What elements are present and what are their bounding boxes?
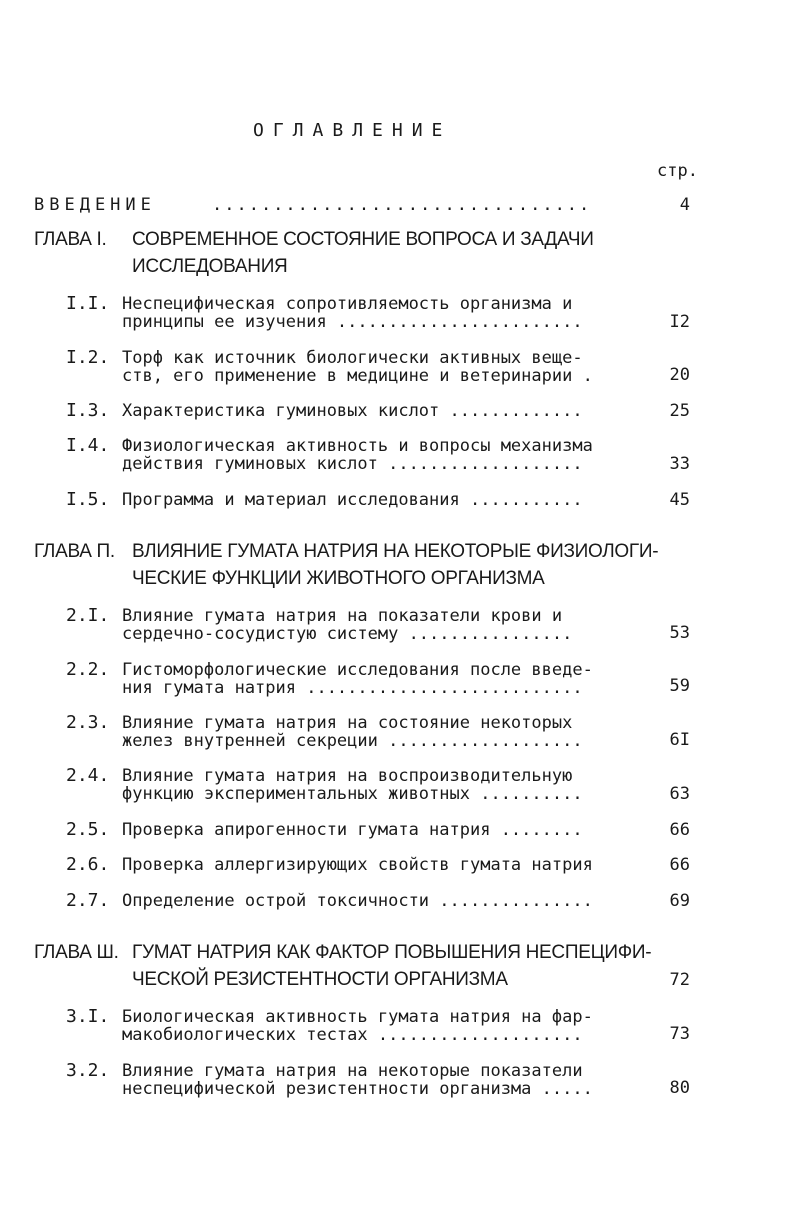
toc-section-number: 2.6. xyxy=(66,854,110,875)
toc-section-number: I.I. xyxy=(66,293,110,314)
toc-section-line[interactable]: Программа и материал исследования ........... xyxy=(122,490,583,510)
toc-section-number: 2.2. xyxy=(66,659,110,680)
toc-chapter-3-title-line-1[interactable]: ГУМАТ НАТРИЯ КАК ФАКТОР ПОВЫШЕНИЯ НЕСПЕЦИФИ- xyxy=(132,942,652,963)
toc-section-line[interactable]: ния гумата натрия ........................... xyxy=(122,678,583,698)
toc-section-line[interactable]: Биологическая активность гумата натрия на фар- xyxy=(122,1007,593,1027)
toc-section-number: 2.4. xyxy=(66,765,110,786)
toc-section-page[interactable]: I2 xyxy=(669,312,690,332)
toc-section-line[interactable]: желез внутренней секреции ................... xyxy=(122,731,583,751)
toc-chapter-1-title-line-1[interactable]: СОВРЕМЕННОЕ СОСТОЯНИЕ ВОПРОСА И ЗАДАЧИ xyxy=(132,229,594,250)
toc-section-line[interactable]: ств, его применение в медицине и ветеринарии . xyxy=(122,366,593,386)
toc-section-page[interactable]: 25 xyxy=(669,401,690,421)
toc-section-page[interactable]: 45 xyxy=(669,490,690,510)
toc-section-page[interactable]: 59 xyxy=(669,676,690,696)
toc-chapter-3-title-line-2[interactable]: ЧЕСКОЙ РЕЗИСТЕНТНОСТИ ОРГАНИЗМА xyxy=(132,969,508,990)
toc-section-line[interactable]: Торф как источник биологически активных веще- xyxy=(122,348,583,368)
toc-section-line[interactable]: Проверка апирогенности гумата натрия ........ xyxy=(122,820,583,840)
page-title: ОГЛАВЛЕНИЕ xyxy=(253,120,452,141)
toc-section-number: 3.I. xyxy=(66,1006,110,1027)
toc-section-line[interactable]: функцию экспериментальных животных .......... xyxy=(122,784,583,804)
toc-chapter-1-title-line-2[interactable]: ИССЛЕДОВАНИЯ xyxy=(132,256,288,277)
toc-section-line[interactable]: Неспецифическая сопротивляемость организма и xyxy=(122,294,573,314)
toc-section-number: 2.5. xyxy=(66,819,110,840)
toc-section-number: I.5. xyxy=(66,489,110,510)
toc-section-number: I.3. xyxy=(66,400,110,421)
page-column-label: стр. xyxy=(657,161,698,181)
toc-section-line[interactable]: Проверка аллергизирующих свойств гумата натрия xyxy=(122,855,593,875)
toc-intro-page[interactable]: 4 xyxy=(679,195,690,215)
toc-section-page[interactable]: 66 xyxy=(669,855,690,875)
toc-section-number: 2.7. xyxy=(66,890,110,911)
toc-chapter-2-title-line-2[interactable]: ЧЕСКИЕ ФУНКЦИИ ЖИВОТНОГО ОРГАНИЗМА xyxy=(132,568,545,589)
toc-section-line[interactable]: действия гуминовых кислот ................... xyxy=(122,454,583,474)
toc-section-line[interactable]: сердечно-сосудистую систему ................ xyxy=(122,624,573,644)
toc-section-page[interactable]: 6I xyxy=(669,730,690,750)
toc-intro-label[interactable]: ВВЕДЕНИЕ xyxy=(34,195,156,215)
toc-section-line[interactable]: Влияние гумата натрия на некоторые показатели xyxy=(122,1061,583,1081)
toc-section-line[interactable]: Влияние гумата натрия на состояние некоторых xyxy=(122,713,573,733)
toc-chapter-2-label[interactable]: ГЛАВА П. xyxy=(34,541,115,562)
toc-section-line[interactable]: неспецифической резистентности организма ..... xyxy=(122,1079,593,1099)
toc-section-number: I.4. xyxy=(66,435,110,456)
toc-chapter-3-page[interactable]: 72 xyxy=(669,970,690,990)
toc-chapter-3-label[interactable]: ГЛАВА Ш. xyxy=(34,942,119,963)
toc-section-page[interactable]: 73 xyxy=(669,1024,690,1044)
toc-section-line[interactable]: Влияние гумата натрия на показатели крови и xyxy=(122,606,563,626)
toc-section-number: 2.3. xyxy=(66,712,110,733)
toc-section-line[interactable]: Характеристика гуминовых кислот ............. xyxy=(122,401,583,421)
toc-section-page[interactable]: 80 xyxy=(669,1078,690,1098)
toc-intro-leader: ............................... xyxy=(212,195,592,215)
toc-section-page[interactable]: 53 xyxy=(669,623,690,643)
toc-section-page[interactable]: 66 xyxy=(669,820,690,840)
toc-section-number: 3.2. xyxy=(66,1060,110,1081)
toc-section-line[interactable]: Гистоморфологические исследования после введе- xyxy=(122,660,593,680)
toc-chapter-2-title-line-1[interactable]: ВЛИЯНИЕ ГУМАТА НАТРИЯ НА НЕКОТОРЫЕ ФИЗИОЛОГИ- xyxy=(132,541,659,562)
toc-section-number: 2.I. xyxy=(66,605,110,626)
toc-section-page[interactable]: 63 xyxy=(669,784,690,804)
toc-section-line[interactable]: принципы ее изучения ........................ xyxy=(122,312,583,332)
toc-chapter-1-label[interactable]: ГЛАВА I. xyxy=(34,229,107,250)
toc-section-line[interactable]: Физиологическая активность и вопросы механизма xyxy=(122,436,593,456)
toc-section-number: I.2. xyxy=(66,347,110,368)
toc-section-page[interactable]: 69 xyxy=(669,891,690,911)
toc-section-line[interactable]: макобиологических тестах .................... xyxy=(122,1025,583,1045)
toc-section-line[interactable]: Влияние гумата натрия на воспроизводительную xyxy=(122,766,573,786)
toc-section-line[interactable]: Определение острой токсичности ............... xyxy=(122,891,593,911)
toc-section-page[interactable]: 33 xyxy=(669,454,690,474)
toc-section-page[interactable]: 20 xyxy=(669,365,690,385)
